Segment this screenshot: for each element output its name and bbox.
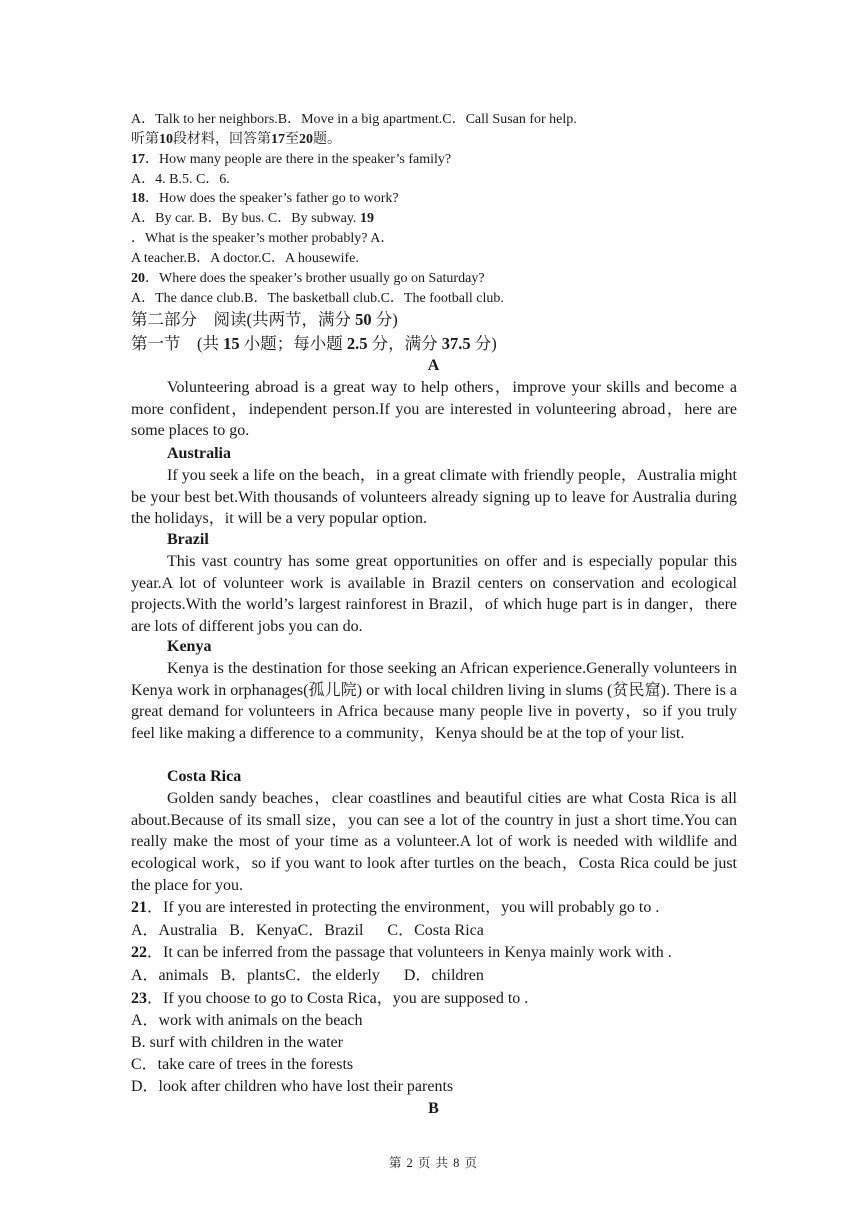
kenya-text: Kenya is the destination for those seeking an African experience.Generally volunteers in Kenya work in orphanages(孤儿院) or with local children living in slums (贫民窟). There is a great demand for volunteers in Africa because many people live in poverty，so if you truly feel like making a difference to a community，Kenya should be at the top of your list.: [131, 660, 737, 743]
q23-option-c: C．take care of trees in the forests: [131, 1056, 354, 1073]
question-text: ．If you are interested in protecting the environment，you will probably go to .: [147, 899, 660, 916]
question-number: 18: [131, 191, 145, 206]
heading-text: 第一节 (共: [131, 334, 224, 353]
q19-options: A teacher.B．A doctor.C．A housewife.: [131, 251, 359, 266]
passage-a-intro: Volunteering abroad is a great way to help others，improve your skills and become a more confident，independent person.If you are interested in volunteering abroad，here are some places to go.: [131, 379, 738, 440]
page-footer: 第 2 页 共 8 页: [388, 1156, 479, 1170]
q21-stem: [131, 898, 659, 918]
instruction-text: 听第: [131, 132, 159, 147]
passage-a-letter: A: [427, 357, 440, 374]
brazil-text: This vast country has some great opportunities on offer and is especially popular this year.A lot of volunteer work is available in Brazil centers on conservation and ecological projects.With the world’s largest rainforest in Brazil，of which huge part is in danger，there are lots of different jobs you can do.: [131, 553, 737, 636]
q20-options: A．The dance club.B．The basketball club.C．The football club.: [131, 291, 504, 306]
question-number: 23: [131, 990, 147, 1007]
q23-option-b: B. surf with children in the water: [131, 1034, 343, 1051]
question-number: 21: [131, 899, 147, 916]
section1-heading: [131, 333, 497, 355]
costarica-title: Costa Rica: [167, 768, 242, 785]
heading-num: 37.5: [441, 334, 471, 353]
question-text: ．If you choose to go to Costa Rica，you are supposed to .: [147, 990, 529, 1007]
q19-stem: ．What is the speaker’s mother probably? A．: [131, 231, 395, 246]
q18-options: [131, 209, 374, 229]
australia-text: If you seek a life on the beach，in a great climate with friendly people，Australia might be your best bet.With thousands of volunteers already signing up to leave for Australia during the holidays，it will be a very popular option.: [131, 467, 737, 528]
brazil-title: Brazil: [167, 531, 209, 548]
instruction-text: 题。: [313, 132, 341, 147]
q22-options: A．animals B．plantsC．the elderly D．children: [131, 967, 484, 984]
listening-instruction: [131, 130, 341, 150]
question-number: 22: [131, 944, 147, 961]
part2-heading: [131, 309, 398, 331]
instruction-text: 至: [285, 132, 299, 147]
instruction-num: 10: [159, 132, 173, 147]
question-text: ．How does the speaker’s father go to work?: [145, 191, 399, 206]
q16-options: A．Talk to her neighbors.B．Move in a big apartment.C．Call Susan for help.: [131, 112, 577, 127]
heading-text: 分): [371, 310, 398, 329]
options-text: A．By car. B．By bus. C．By subway.: [131, 211, 357, 226]
instruction-num: 17: [271, 132, 285, 147]
question-number: 20: [131, 271, 145, 286]
q21-options: A．Australia B．KenyaC．Brazil C．Costa Rica: [131, 922, 484, 939]
heading-text: 分): [470, 334, 497, 353]
heading-num: 2.5: [346, 334, 368, 353]
question-text: ．It can be inferred from the passage that volunteers in Kenya mainly work with .: [147, 944, 672, 961]
instruction-num: 20: [299, 132, 313, 147]
heading-num: 15: [223, 334, 240, 353]
q18-stem: [131, 189, 399, 209]
q23-option-a: A．work with animals on the beach: [131, 1012, 363, 1029]
costarica-text: Golden sandy beaches，clear coastlines and beautiful cities are what Costa Rica is all about.Because of its small size，you can see a lot of the country in just a short time.You can really make the most of your time as a volunteer.A lot of work is needed with wildlife and ecological work，so if you want to look after turtles on the beach，Costa Rica could be just the place for you.: [131, 790, 737, 894]
kenya-title: Kenya: [167, 638, 212, 655]
heading-text: 小题；每小题: [239, 334, 347, 353]
q20-stem: [131, 269, 485, 289]
q17-options: A．4. B.5. C．6.: [131, 172, 230, 187]
heading-text: 第二部分 阅读(共两节，满分: [131, 310, 356, 329]
q22-stem: [131, 943, 672, 963]
heading-text: 分，满分: [367, 334, 442, 353]
instruction-text: 段材料，回答第: [173, 132, 271, 147]
question-number: 19: [359, 211, 374, 226]
heading-num: 50: [355, 310, 372, 329]
question-number: 17: [131, 152, 145, 167]
q23-stem: [131, 989, 528, 1009]
passage-b-letter: B: [428, 1100, 439, 1117]
question-text: ．Where does the speaker’s brother usually go on Saturday?: [145, 271, 485, 286]
australia-title: Australia: [167, 445, 231, 462]
q23-option-d: D．look after children who have lost their parents: [131, 1078, 454, 1095]
question-text: ．How many people are there in the speaker’s family?: [145, 152, 452, 167]
q17-stem: [131, 150, 451, 170]
